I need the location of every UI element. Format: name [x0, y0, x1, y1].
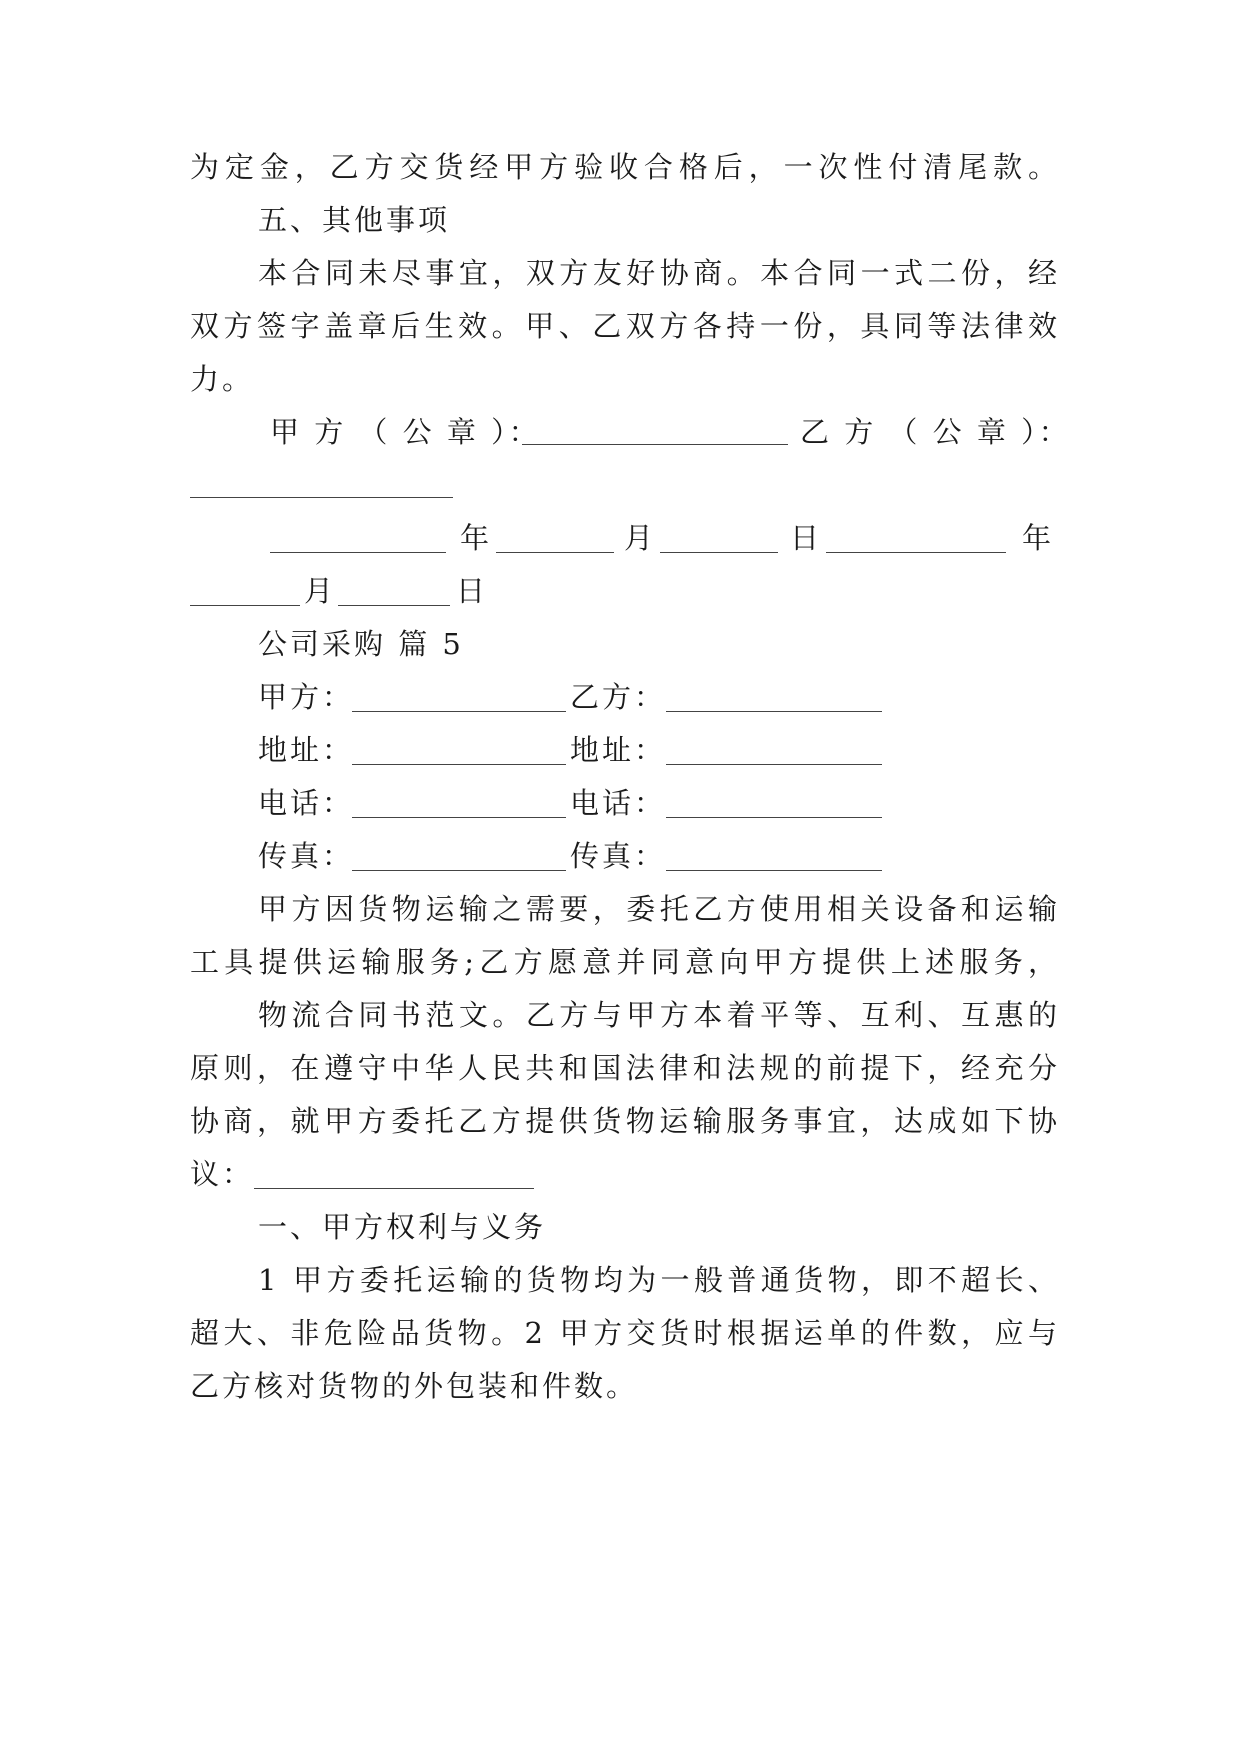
article-heading: 公司采购 篇 5	[258, 627, 464, 661]
date-blank-year-b	[826, 518, 1006, 553]
date-day-label: 日	[790, 521, 823, 555]
phone-a-blank	[352, 783, 566, 818]
signature-blank-a	[522, 412, 788, 445]
address-b-label: 地址：	[570, 733, 667, 767]
text-line: 原则，在遵守中华人民共和国法律和法规的前提下，经充分	[190, 1051, 1060, 1085]
text-line: 力。	[190, 362, 255, 396]
date-year-label: 年	[1022, 521, 1055, 555]
date-month-label: 月	[304, 574, 337, 608]
text-line: 双方签字盖章后生效。甲、乙双方各持一份，具同等法律效	[190, 309, 1060, 343]
date-day-label: 日	[456, 574, 489, 608]
text-line: 议：	[190, 1157, 255, 1191]
address-b-blank	[666, 730, 882, 765]
date-blank-month-b	[190, 571, 300, 606]
fax-b-label: 传真：	[570, 839, 667, 873]
text-line: 超大、非危险品货物。2 甲方交货时根据运单的件数，应与	[190, 1316, 1060, 1350]
section-heading: 一、甲方权利与义务	[258, 1210, 547, 1244]
text-line: 为定金，乙方交货经甲方验收合格后，一次性付清尾款。	[190, 150, 1060, 184]
text-line: 工具提供运输服务;乙方愿意并同意向甲方提供上述服务，	[190, 945, 1060, 979]
text-line: 协商，就甲方委托乙方提供货物运输服务事宜，达成如下协	[190, 1104, 1060, 1138]
phone-b-blank	[666, 783, 882, 818]
section-heading: 五、其他事项	[258, 203, 451, 237]
signature-label-b: 乙 方 （ 公 章 ）：	[800, 415, 1071, 449]
fax-b-blank	[666, 836, 882, 871]
text-line: 本合同未尽事宜，双方友好协商。本合同一式二份，经	[258, 256, 1060, 290]
party-b-blank	[666, 677, 882, 712]
party-a-blank	[352, 677, 566, 712]
phone-b-label: 电话：	[570, 786, 667, 820]
date-blank-year-a	[270, 518, 446, 553]
party-a-label: 甲方：	[258, 680, 355, 714]
signature-label-a: 甲 方 （ 公 章 ）：	[270, 415, 541, 449]
fax-a-blank	[352, 836, 566, 871]
phone-a-label: 电话：	[258, 786, 355, 820]
agreement-blank	[254, 1154, 534, 1189]
address-a-label: 地址：	[258, 733, 355, 767]
text-line: 物流合同书范文。乙方与甲方本着平等、互利、互惠的	[258, 998, 1060, 1032]
date-blank-day-a	[660, 518, 778, 553]
date-month-label: 月	[624, 521, 657, 555]
date-blank-day-b	[338, 571, 450, 606]
fax-a-label: 传真：	[258, 839, 355, 873]
address-a-blank	[352, 730, 566, 765]
date-blank-month-a	[496, 518, 614, 553]
text-line: 乙方核对货物的外包装和件数。	[190, 1369, 639, 1403]
text-line: 甲方因货物运输之需要，委托乙方使用相关设备和运输	[258, 892, 1060, 926]
signature-blank-b	[190, 465, 453, 498]
text-line: 1 甲方委托运输的货物均为一般普通货物，即不超长、	[258, 1263, 1060, 1297]
date-year-label: 年	[460, 521, 493, 555]
party-b-label: 乙方：	[570, 680, 667, 714]
